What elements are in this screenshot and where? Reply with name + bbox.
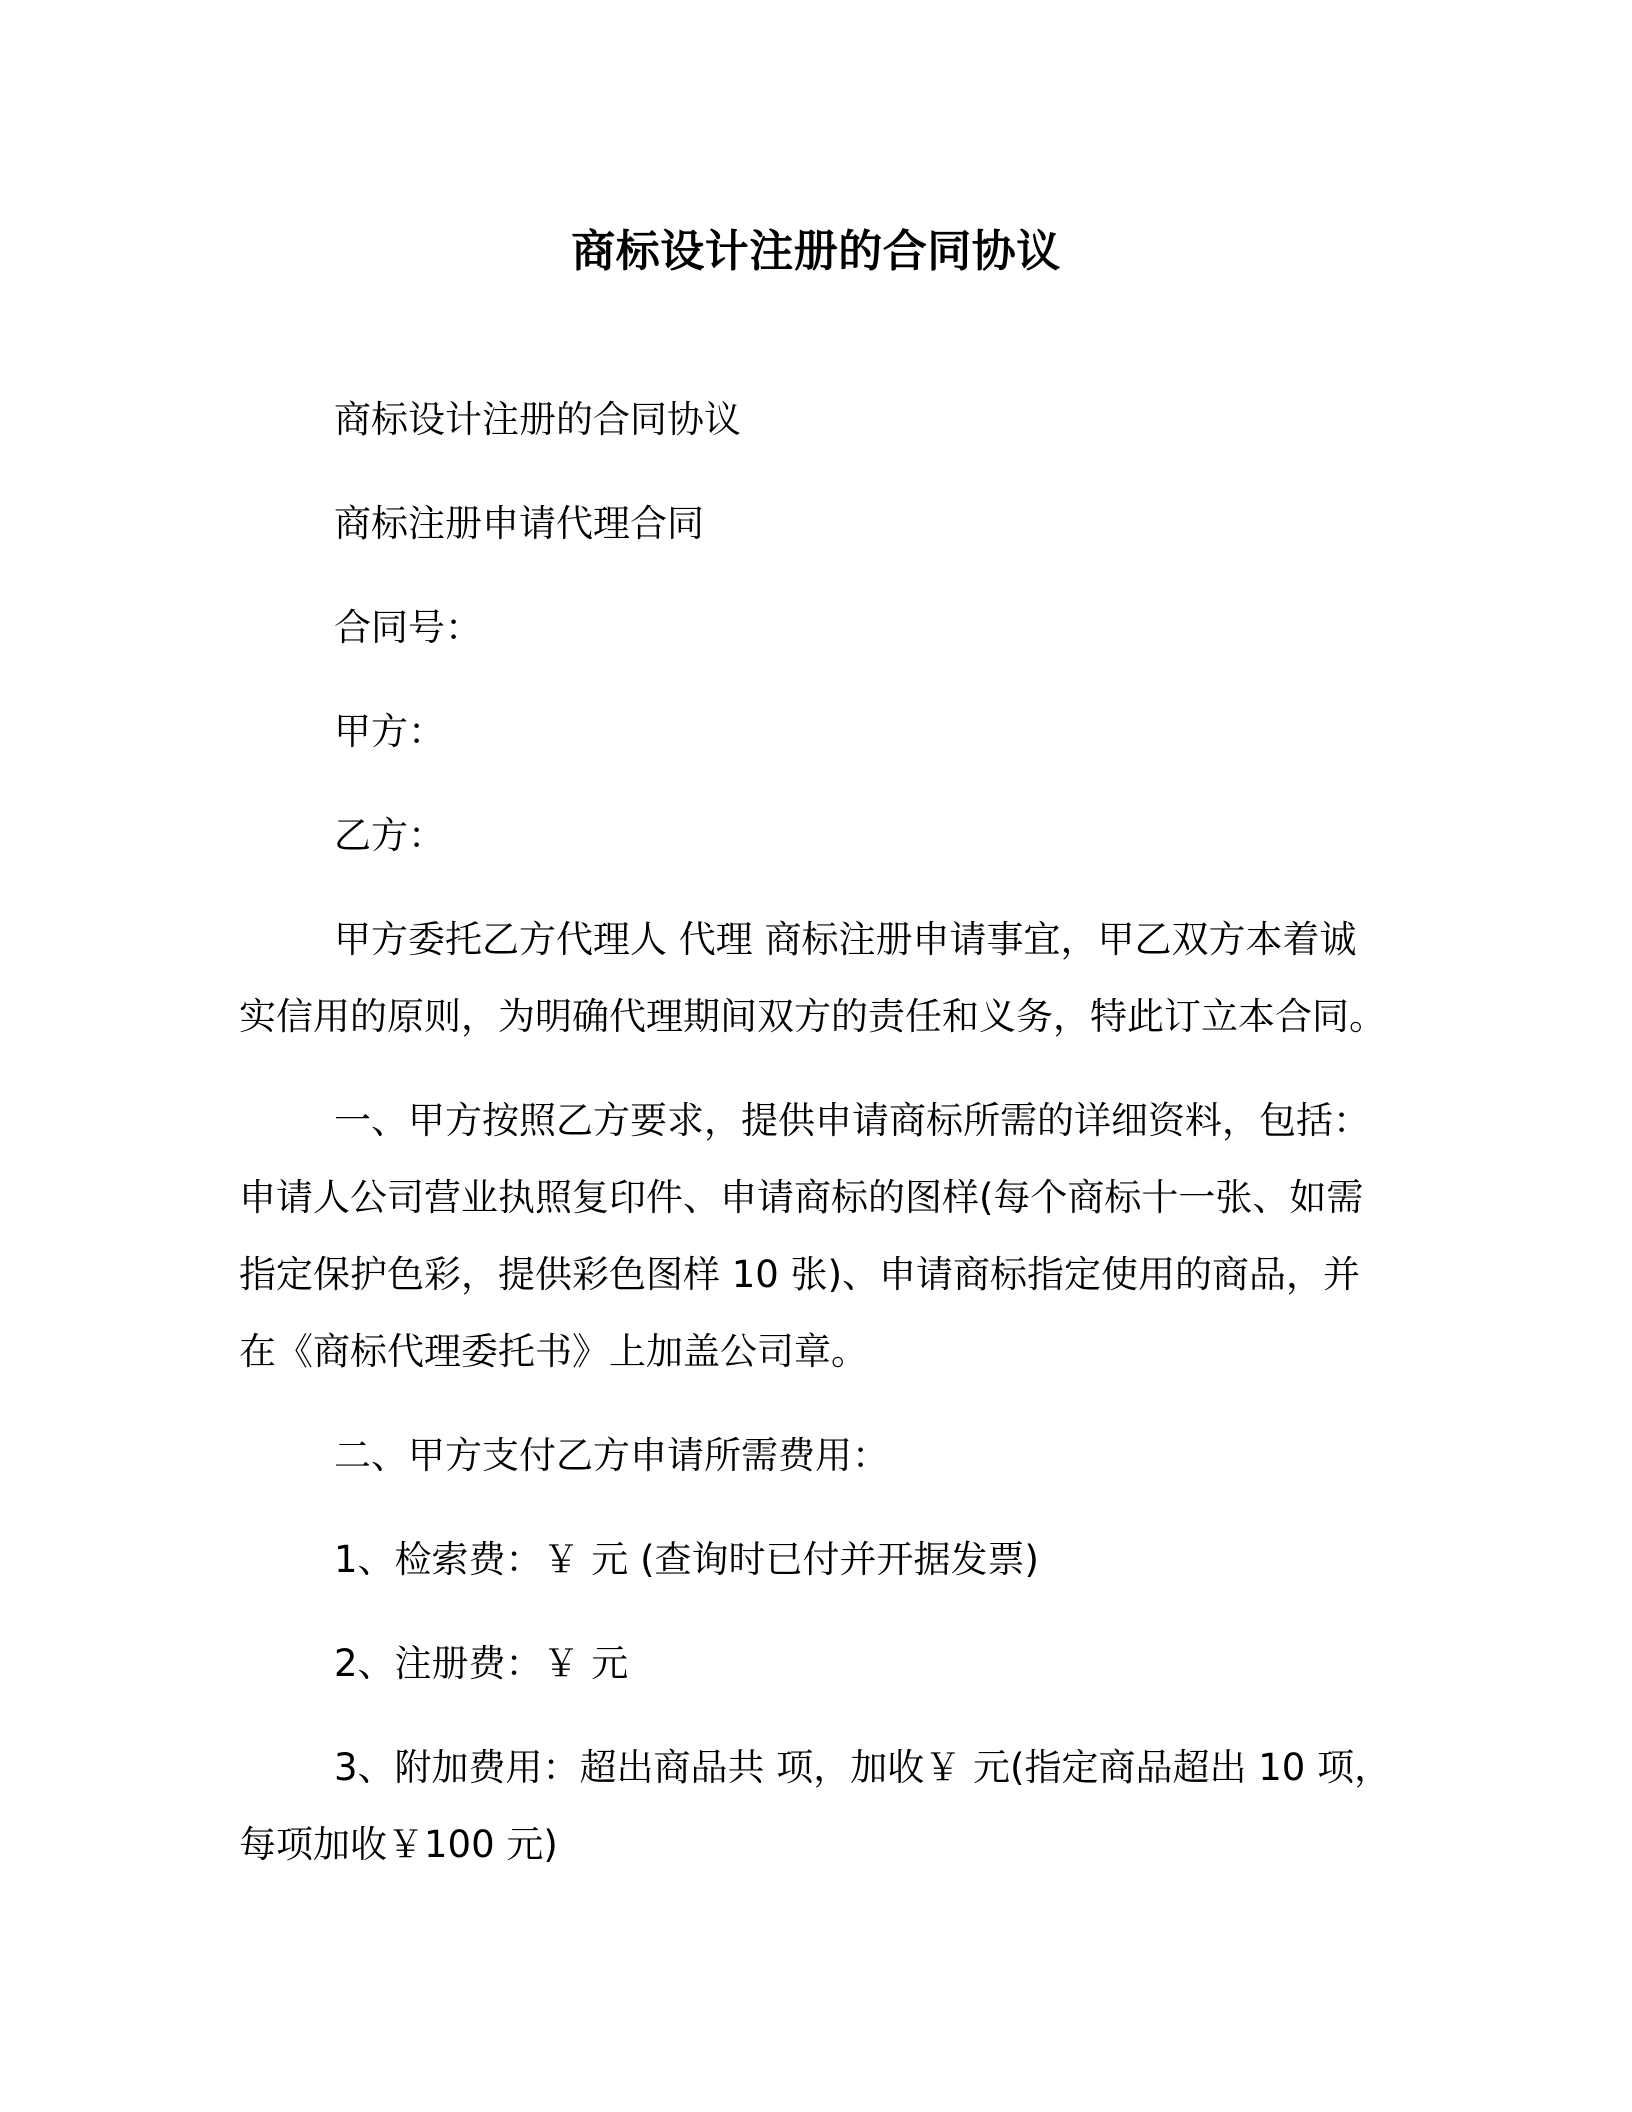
contract-no-label: 合同号： [334, 606, 482, 649]
fee-item-2: 2、注册费：￥ 元 [334, 1642, 629, 1685]
intro-line-2: 实信用的原则，为明确代理期间双方的责任和义务，特此订立本合同。 [239, 995, 1386, 1038]
contract-name: 商标注册申请代理合同 [334, 502, 704, 545]
fee-item-3-line-2: 每项加收￥100 元) [239, 1823, 558, 1866]
clause1-line-2: 申请人公司营业执照复印件、申请商标的图样(每个商标十一张、如需 [239, 1176, 1364, 1219]
document-title: 商标设计注册的合同协议 [571, 226, 1061, 277]
intro-line-1: 甲方委托乙方代理人 代理 商标注册申请事宜，甲乙双方本着诚 [334, 918, 1357, 961]
party-a-label: 甲方： [334, 710, 445, 753]
clause2-heading: 二、甲方支付乙方申请所需费用： [334, 1434, 889, 1477]
fee-item-3-line-1: 3、附加费用：超出商品共 项，加收￥ 元(指定商品超出 10 项， [334, 1746, 1392, 1789]
clause1-line-3: 指定保护色彩，提供彩色图样 10 张)、申请商标指定使用的商品，并 [239, 1253, 1361, 1296]
clause1-line-1: 一、甲方按照乙方要求，提供申请商标所需的详细资料，包括： [334, 1099, 1370, 1142]
document-subtitle: 商标设计注册的合同协议 [334, 398, 741, 441]
fee-item-1: 1、检索费：￥ 元 (查询时已付并开据发票) [334, 1538, 1039, 1581]
party-b-label: 乙方： [334, 814, 445, 857]
clause1-line-4: 在《商标代理委托书》上加盖公司章。 [239, 1330, 868, 1373]
